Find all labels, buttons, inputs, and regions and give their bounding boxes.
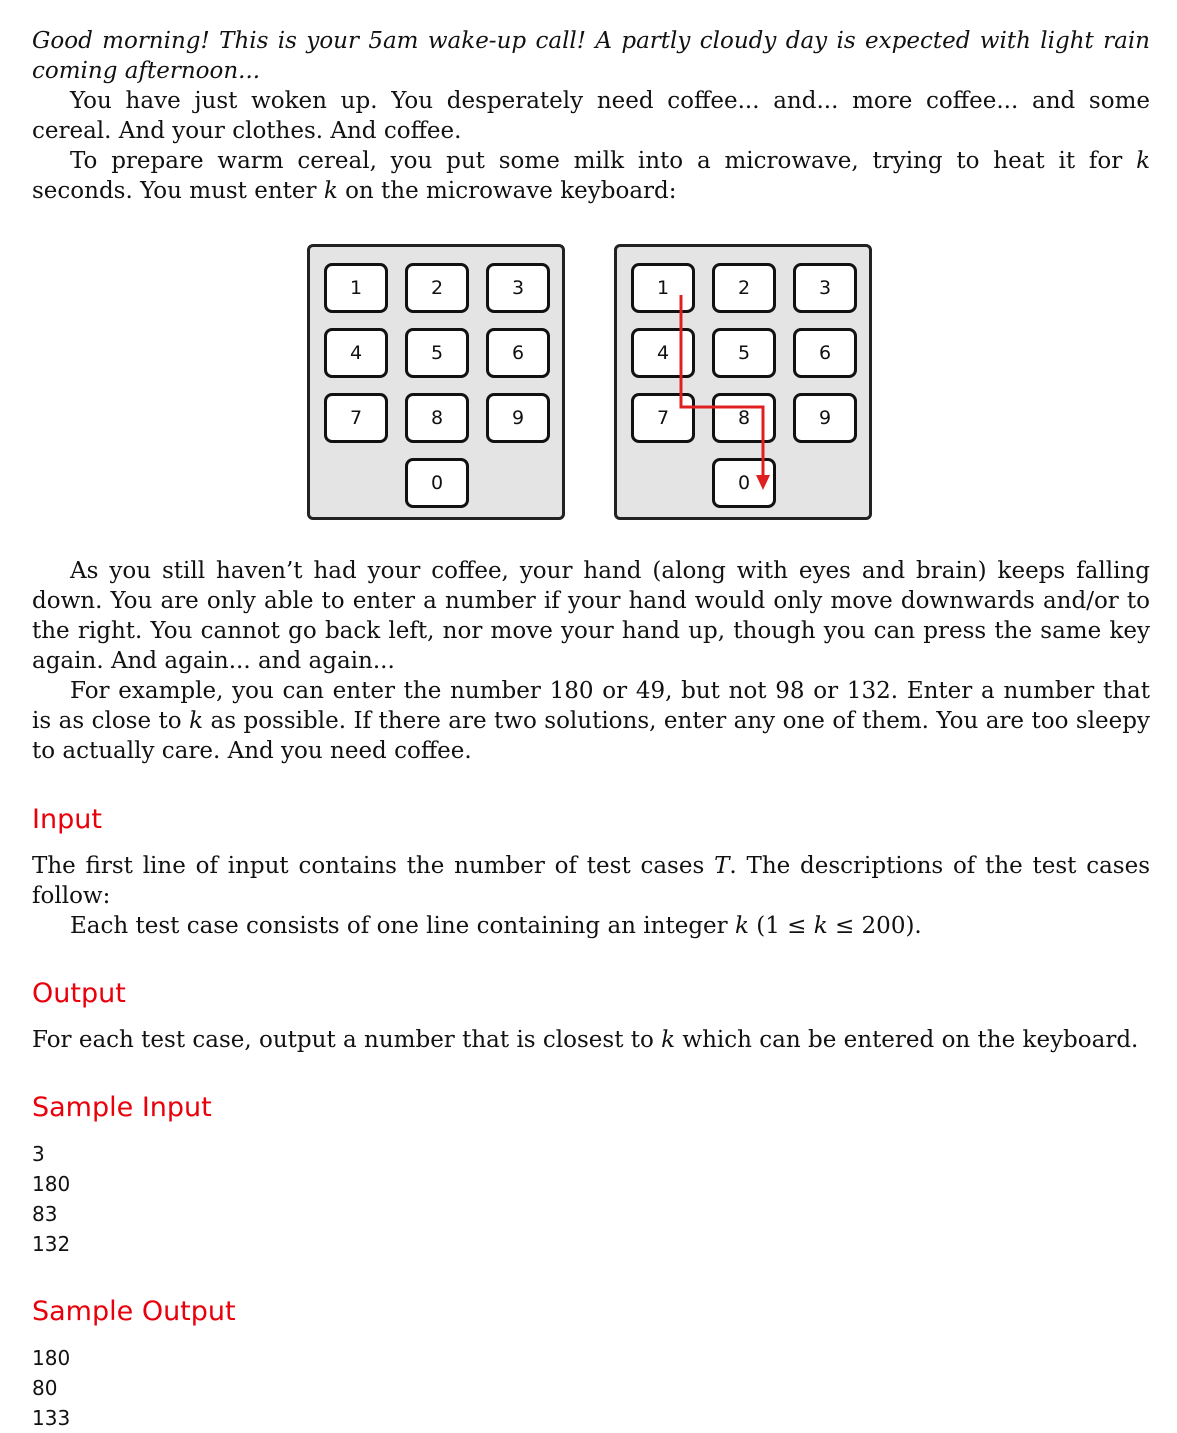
key-8: 9 [793, 393, 857, 443]
keypad-right [614, 244, 872, 520]
sample-input-line: 3 [32, 1142, 45, 1166]
sample-output-line: 180 [32, 1346, 71, 1370]
key-3: 4 [631, 328, 695, 378]
key-1: 2 [405, 263, 469, 313]
paragraph-hand: As you still haven’t had your coffee, your hand (along with eyes and brain) keeps falling down. You are only able to enter a number if your hand would only move downwards and/or to the right. You cannot go back left, nor move your hand up, though you can press the same key again. And again... and again... [32, 558, 1150, 674]
paragraph-coffee: You have just woken up. You desperately need coffee... and... more coffee... and some cereal. And your clothes. And coffee. [32, 88, 1150, 144]
key-8: 9 [486, 393, 550, 443]
var-k: k [1136, 148, 1150, 174]
var-k: k [813, 913, 828, 939]
key-7: 8 [712, 393, 776, 443]
sample-input-line: 83 [32, 1202, 58, 1226]
text: on the microwave keyboard: [337, 178, 677, 204]
paragraph-microwave [32, 146, 1150, 206]
var-k: k [323, 178, 338, 204]
text: . The descriptions of the test cases follow: [32, 853, 1151, 909]
sample-output-line: 133 [32, 1406, 71, 1430]
key-1: 2 [712, 263, 776, 313]
key-5: 6 [793, 328, 857, 378]
problem-statement [32, 26, 1150, 1433]
sample-output-line: 80 [32, 1376, 58, 1400]
text: which can be entered on the keyboard. [675, 1027, 1139, 1053]
key-9: 0 [405, 458, 469, 508]
hand-path-arrow [617, 247, 875, 523]
key-0: 1 [631, 263, 695, 313]
key-5: 6 [486, 328, 550, 378]
key-0: 1 [324, 263, 388, 313]
sample-input-line: 180 [32, 1172, 71, 1196]
text: Each test case consists of one line containing an integer [70, 913, 735, 939]
output-heading: Output [32, 978, 126, 1009]
sample-input-block [32, 1139, 1150, 1259]
key-9: 0 [712, 458, 776, 508]
key-7: 8 [405, 393, 469, 443]
sample-input-heading: Sample Input [32, 1092, 212, 1123]
var-k: k [734, 913, 749, 939]
intro-text: Good morning! This is your 5am wake-up call! A partly cloudy day is expected with light rain coming afternoon... [32, 28, 1150, 84]
var-T: T [714, 853, 730, 879]
input-line-1 [32, 851, 1150, 911]
text: (1 ≤ [748, 913, 814, 939]
var-k: k [661, 1027, 676, 1053]
text: seconds. You must enter [32, 178, 324, 204]
text: For example, you can enter the number 180 or 49, but not 98 or 132. Enter a number that is as close to [32, 678, 1150, 734]
keypad-figure [32, 206, 1150, 556]
paragraph-example [32, 676, 1150, 766]
key-6: 7 [631, 393, 695, 443]
key-2: 3 [793, 263, 857, 313]
input-line-2 [32, 911, 1150, 941]
key-3: 4 [324, 328, 388, 378]
key-6: 7 [324, 393, 388, 443]
key-2: 3 [486, 263, 550, 313]
sample-output-block [32, 1343, 1150, 1433]
output-line [32, 1025, 1150, 1055]
sample-input-line: 132 [32, 1232, 71, 1256]
sample-output-heading: Sample Output [32, 1296, 236, 1327]
keypad-left [307, 244, 565, 520]
text: To prepare warm cereal, you put some milk into a microwave, trying to heat it for [70, 148, 1137, 174]
text: For each test case, output a number that is closest to [32, 1027, 662, 1053]
text: ≤ 200). [827, 913, 922, 939]
input-heading: Input [32, 804, 102, 835]
var-k: k [189, 708, 204, 734]
key-4: 5 [405, 328, 469, 378]
text: as possible. If there are two solutions, enter any one of them. You are too sleepy to actually care. And you need coffee. [32, 708, 1150, 764]
key-4: 5 [712, 328, 776, 378]
text: The first line of input contains the number of test cases [32, 853, 715, 879]
